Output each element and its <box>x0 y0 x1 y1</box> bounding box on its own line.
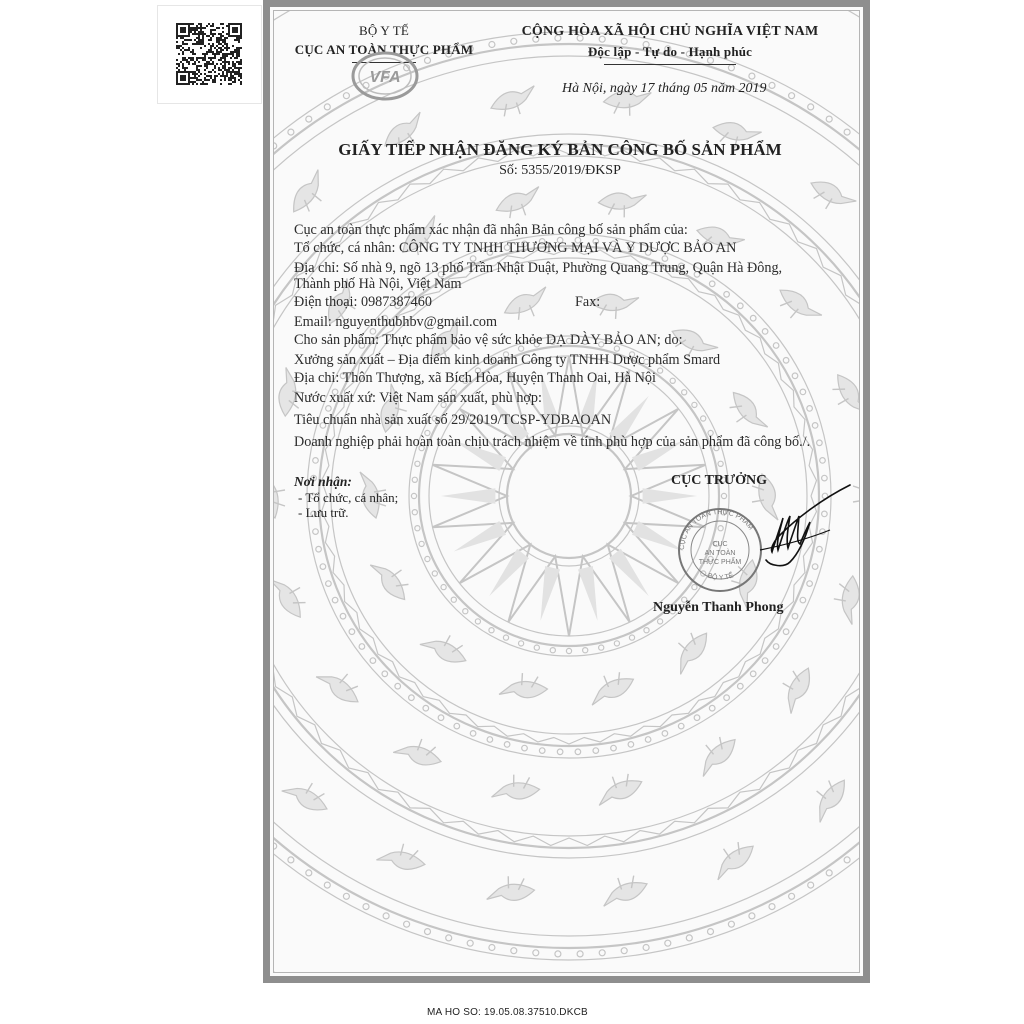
signature-icon <box>700 480 860 570</box>
body-line-fax: Fax: <box>575 294 601 310</box>
body-line-product: Cho sản phẩm: Thực phẩm bảo vệ sức khỏe DẠ DÀY BẢO AN; do: <box>294 332 683 348</box>
document-title: GIẤY TIẾP NHẬN ĐĂNG KÝ BẢN CÔNG BỐ SẢN PHẨM <box>338 140 782 159</box>
body-line-standard: Tiêu chuẩn nhà sản xuất số 29/2019/TCSP-YDBAOAN <box>294 412 612 428</box>
body-line-factory: Xưởng sản xuất – Địa điểm kinh doanh Công ty TNHH Dược phẩm Smard <box>294 352 721 368</box>
body-line-address-city: Thành phố Hà Nội, Việt Nam <box>294 276 462 292</box>
svg-text:CỤC: CỤC <box>712 541 728 548</box>
qr-code-panel <box>157 5 262 104</box>
svg-text:AN TOÀN: AN TOÀN <box>704 550 736 557</box>
national-motto: Độc lập - Tự do - Hạnh phúc <box>587 44 753 59</box>
vfa-logo-icon <box>350 50 420 102</box>
stamp-bottom-text: BỘ Y TẾ <box>706 572 735 582</box>
registration-number: Số: 5355/2019/ĐKSP <box>499 163 621 178</box>
body-line-email: Email: nguyenthubhbv@gmail.com <box>294 314 497 330</box>
recipient-item: - Lưu trữ. <box>298 505 349 520</box>
country-name: CỘNG HÒA XÃ HỘI CHỦ NGHĨA VIỆT NAM <box>521 24 819 39</box>
body-line-factory-address: Địa chỉ: Thôn Thượng, xã Bích Hòa, Huyện Thanh Oai, Hà Nội <box>294 370 656 386</box>
body-line-address: Địa chỉ: Số nhà 9, ngõ 13 phố Trần Nhật Duật, Phường Quang Trung, Quận Hà Đông, <box>294 260 783 276</box>
agency-name: CỤC AN TOÀN THỰC PHẨM <box>294 42 474 57</box>
stamp-ring-text: CỤC AN TOÀN THỰC PHẨM <box>678 508 755 551</box>
recipients-heading: Nơi nhận: <box>294 474 352 489</box>
body-line-intro: Cục an toàn thực phẩm xác nhận đã nhận Bản công bố sản phẩm của: <box>294 222 688 238</box>
motto-underline <box>604 64 736 65</box>
svg-text:BỘ Y TẾ <box>706 569 734 582</box>
body-line-origin: Nước xuất xứ: Việt Nam sản xuất, phù hợp: <box>294 390 542 406</box>
svg-text:THỰC PHẨM: THỰC PHẨM <box>698 559 742 566</box>
qr-code-icon <box>176 23 242 85</box>
ministry-name: BỘ Y TẾ <box>358 23 410 38</box>
signer-name: Nguyễn Thanh Phong <box>653 600 784 615</box>
logo-text: VFA <box>369 69 401 86</box>
body-line-organization: Tổ chức, cá nhân: CÔNG TY TNHH THƯƠNG MẠI VÀ Y DƯỢC BẢO AN <box>294 240 737 256</box>
file-code: MA HO SO: 19.05.08.37510.DKCB <box>427 1007 588 1018</box>
recipient-item: - Tổ chức, cá nhân; <box>298 490 399 505</box>
signer-title: CỤC TRƯỞNG <box>671 473 768 488</box>
body-line-phone: Điện thoại: 0987387460 <box>294 294 432 310</box>
body-line-responsibility: Doanh nghiệp phải hoàn toàn chịu trách nhiệm về tính phù hợp của sản phẩm đã công bố./. <box>294 434 811 450</box>
issue-date: Hà Nội, ngày 17 tháng 05 năm 2019 <box>562 81 767 96</box>
